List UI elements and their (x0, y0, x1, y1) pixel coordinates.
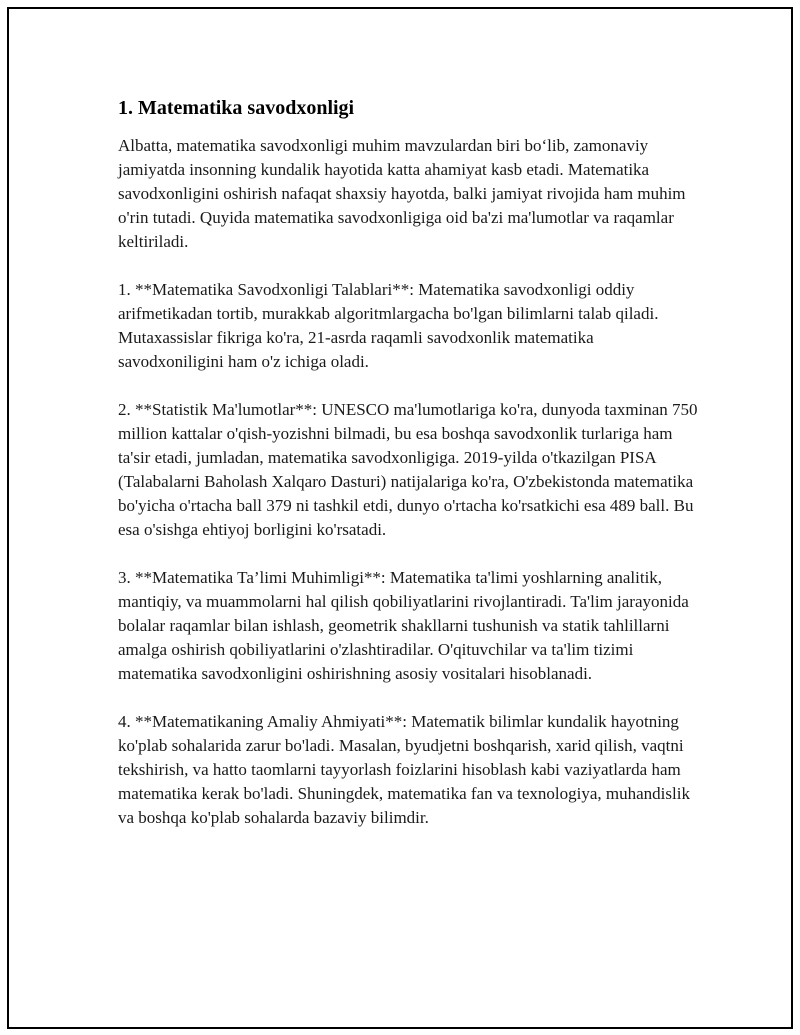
paragraph-statistics: 2. **Statistik Ma'lumotlar**: UNESCO ma'lumotlariga ko'ra, dunyoda taxminan 750 million kattalar o'qish-yozishni bilmadi, bu esa boshqa savodxonlik turlariga ham ta'sir etadi, jumladan, matematika savodxonligiga. 2019-yilda o'tkazilgan PISA (Talabalarni Baholash Xalqaro Dasturi) natijalariga ko'ra, O'zbekistonda matematika bo'yicha o'rtacha ball 379 ni tashkil etdi, dunyo o'rtacha ko'rsatkichi esa 489 ball. Bu esa o'sishga ehtiyoj borligini ko'rsatadi. (118, 400, 698, 539)
document-body (118, 95, 698, 854)
intro-paragraph: Albatta, matematika savodxonligi muhim mavzulardan biri bo‘lib, zamonaviy jamiyatda insonning kundalik hayotida katta ahamiyat kasb etadi. Matematika savodxonligini oshirish nafaqat shaxsiy hayotda, balki jamiyat rivojida ham muhim o'rin tutadi. Quyida matematika savodxonligiga oid ba'zi ma'lumotlar va raqamlar keltiriladi. (118, 136, 686, 251)
section-heading: 1. Matematika savodxonligi (118, 97, 355, 119)
paragraph-practical-importance: 4. **Matematikaning Amaliy Ahmiyati**: Matematik bilimlar kundalik hayotning ko'plab sohalarida zarur bo'ladi. Masalan, byudjetni boshqarish, xarid qilish, vaqtni tekshirish, va hatto taomlarni tayyorlash foizlarini hisoblash kabi vaziyatlarda ham matematika kerak bo'ladi. Shuningdek, matematika fan va texnologiya, muhandislik va boshqa ko'plab sohalarda bazaviy bilimdir. (118, 712, 690, 827)
paragraph-education-importance: 3. **Matematika Ta’limi Muhimligi**: Matematika ta'limi yoshlarning analitik, mantiqiy, va muammolarni hal qilish qobiliyatlarini rivojlantiradi. Ta'lim jarayonida bolalar raqamlar bilan ishlash, geometrik shakllarni tushunish va statik tahlillarni amalga oshirish qobiliyatlarini o'zlashtiradilar. O'qituvchilar va ta'lim tizimi matematika savodxonligini oshirishning asosiy vositalari hisoblanadi. (118, 568, 689, 683)
page-frame (7, 7, 793, 1029)
paragraph-requirements: 1. **Matematika Savodxonligi Talablari**: Matematika savodxonligi oddiy arifmetikadan tortib, murakkab algoritmlargacha bo'lgan bilimlarni talab qiladi. Mutaxassislar fikriga ko'ra, 21-asrda raqamli savodxonlik matematika savodxoniligini ham o'z ichiga oladi. (118, 280, 659, 371)
